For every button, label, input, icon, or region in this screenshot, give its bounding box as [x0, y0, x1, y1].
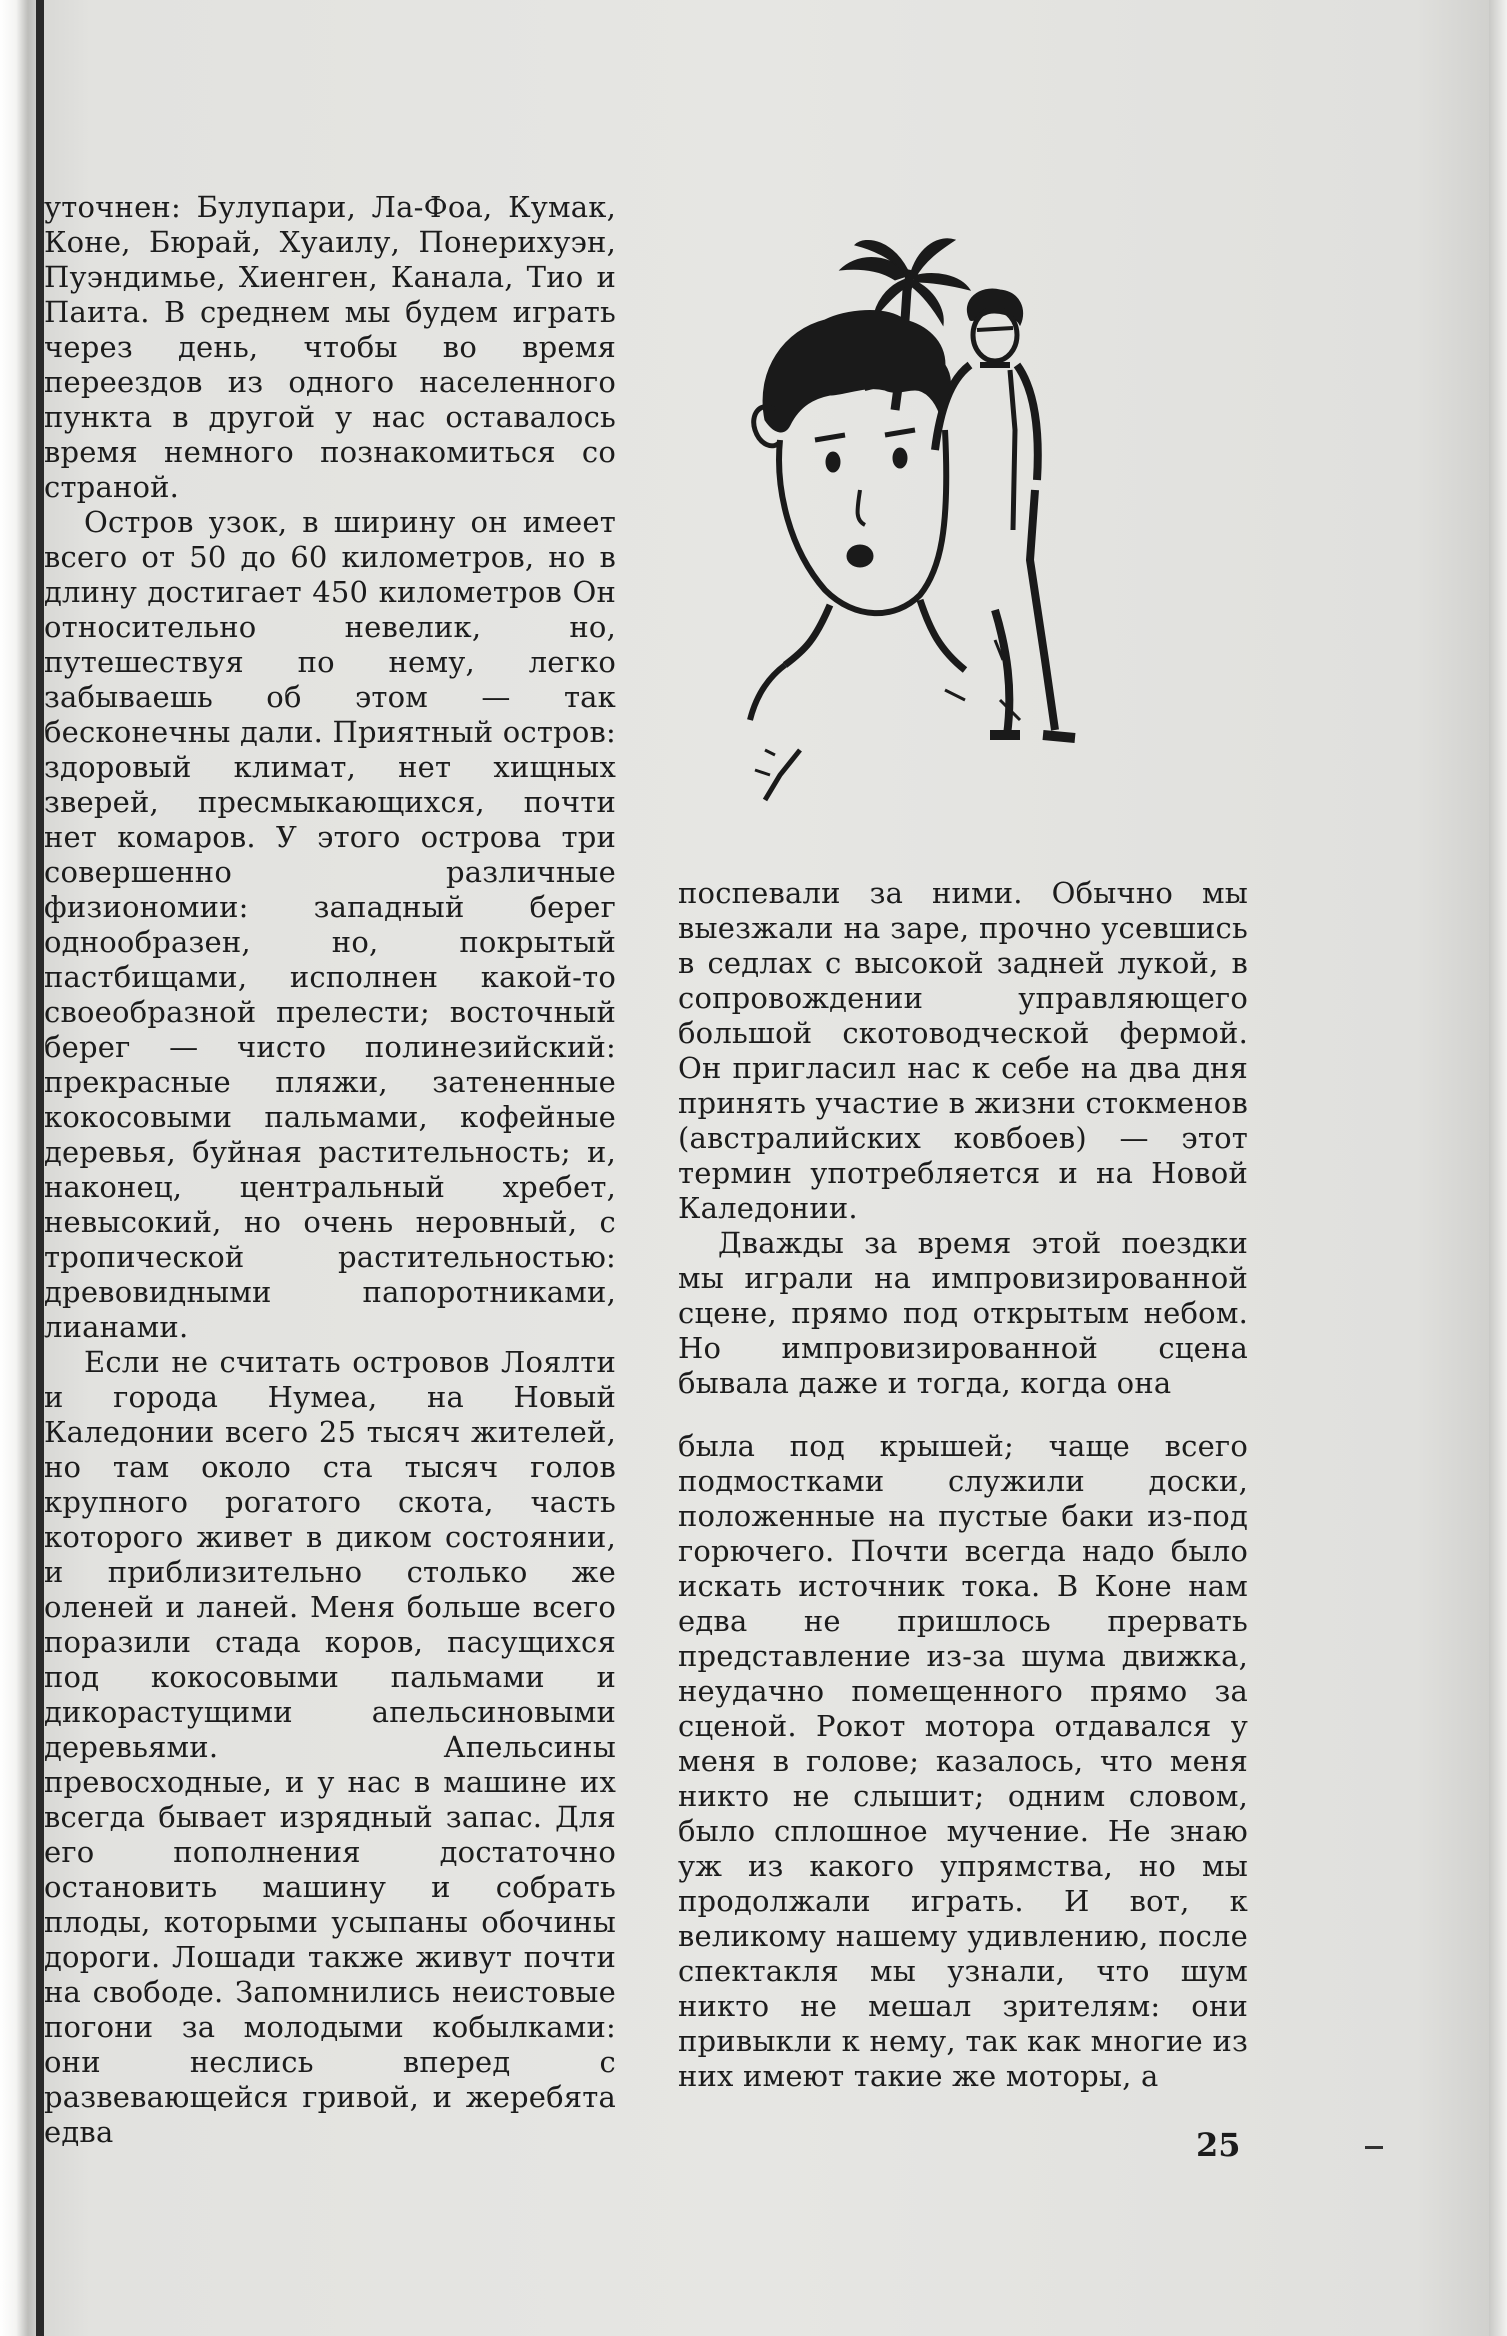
paragraph: Дважды за время этой поездки мы играли на импровизированной сцене, прямо под открытым небом. Но импровизированной сцена бывала даже и тогда, когда она: [678, 1226, 1248, 1400]
page-right-edge: [1489, 0, 1507, 2336]
margin-mark: [1365, 2146, 1383, 2149]
left-text-column: [44, 190, 616, 2150]
ink-drawing-icon: [745, 230, 1165, 850]
binding-shadow-line: [36, 0, 44, 2336]
paragraph: поспевали за ними. Обычно мы выезжали на заре, прочно усевшись в седлах с высокой задней лукой, в сопровождении управляющего большой скотоводческой фермой. Он пригласил нас к себе на два дня принять участие в жизни стокменов (австралийских ковбоев) — этот термин употребляется и на Новой Каледонии.: [678, 876, 1248, 1225]
paragraph: уточнен: Булупари, Ла-Фоа, Кумак, Коне, Бюрай, Хуаилу, Понерихуэн, Пуэндимье, Хиенген, Канала, Тио и Паита. В среднем мы будем играть через день, чтобы во время переездов из одного населенного пункта в другой у нас оставалось время немного познакомиться со страной.: [44, 190, 616, 504]
paragraph: была под крышей; чаще всего подмостками служили доски, положенные на пустые баки из-под горючего. Почти всегда надо было искать источник тока. В Коне нам едва не пришлось прервать представление из-за шума движка, неудачно помещенного прямо за сценой. Рокот мотора отдавался у меня в голове; казалось, что меня никто не слышит; одним словом, было сплошное мучение. Не знаю уж из какого упрямства, но мы продолжали играть. И вот, к великому нашему удивлению, после спектакля мы узнали, что шум никто не мешал зрителям: они привыкли к нему, так как многие из них имеют такие же моторы, а: [678, 1429, 1248, 2093]
man-figure-icon: [935, 289, 1075, 738]
paragraph: Остров узок, в ширину он имеет всего от 50 до 60 километров, но в длину достигает 450 километров Он относительно невелик, но, путешествуя по нему, легко забываешь об этом — так бесконечны дали. Приятный остров: здоровый климат, нет хищных зверей, пресмыкающихся, почти нет комаров. У этого острова три совершенно различные физиономии: западный берег однообразен, но, покрытый пастбищами, исполнен какой-то своеобразной прелести; восточный берег — чисто полинезийский: прекрасные пляжи, затененные кокосовыми пальмами, кофейные деревья, буйная растительность; и, наконец, центральный хребет, невысокий, но очень неровный, с тропической растительностью: древовидными папоротниками, лианами.: [44, 505, 617, 1344]
column-break-gap: [678, 1401, 1248, 1429]
page-number: 25: [1196, 2126, 1241, 2164]
right-text-column: [678, 876, 1248, 2094]
paragraph: Если не считать островов Лоялти и города Нумеа, на Новый Каледонии всего 25 тысяч жителей, но там около ста тысяч голов крупного рогатого скота, часть которого живет в диком состоянии, и приблизительно столько же оленей и ланей. Меня больше всего поразили стада коров, пасущихся под кокосовыми пальмами и дикорастущими апельсиновыми деревьями. Апельсины превосходные, и у нас в машине их всегда бывает изрядный запас. Для его пополнения достаточно остановить машину и собрать плоды, которыми усыпаны обочины дороги. Лошади также живут почти на свободе. Запомнились неистовые погони за молодыми кобылками: они неслись вперед с развевающейся гривой, и жеребята едва: [44, 1345, 616, 2149]
page-binding-edge: [0, 0, 40, 2336]
boy-face-icon: [750, 311, 1020, 800]
